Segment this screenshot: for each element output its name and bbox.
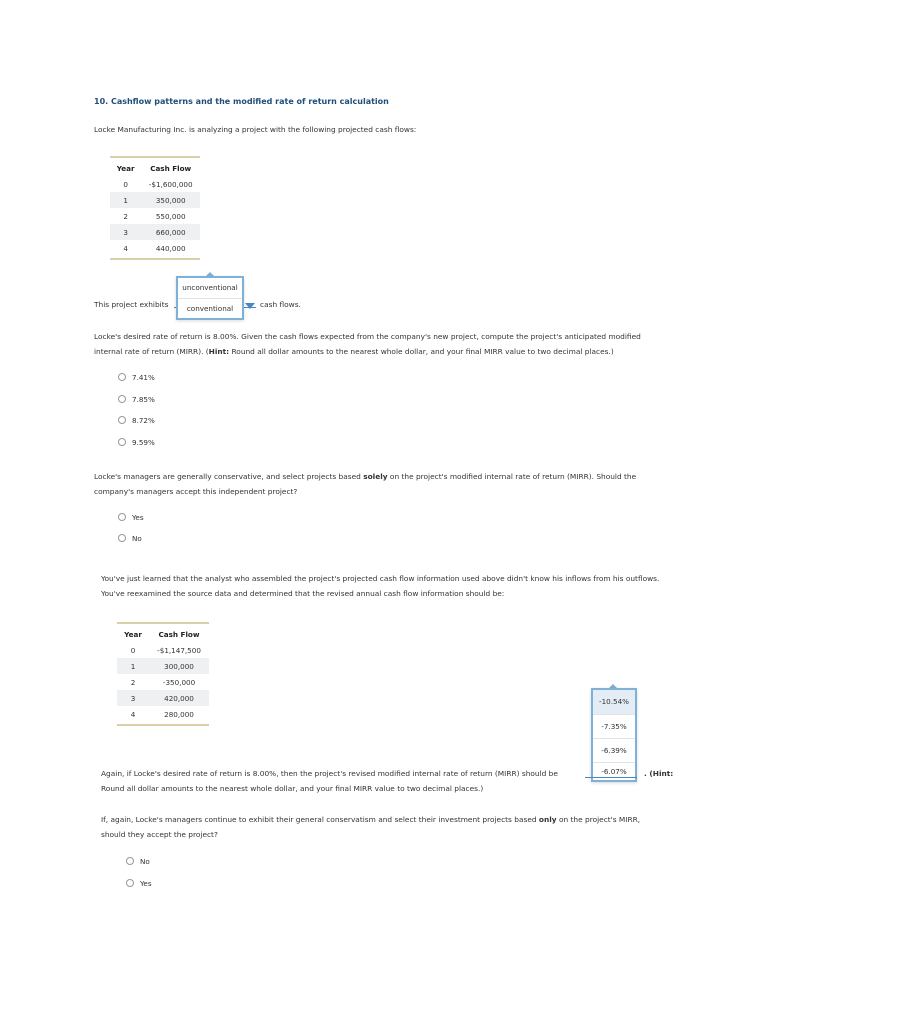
pattern-prefix: This project exhibits	[94, 300, 169, 309]
table-row: 4 440,000	[123, 243, 186, 253]
radio-icon[interactable]	[118, 438, 126, 446]
mirr-option-2[interactable]: 7.85%	[118, 393, 155, 405]
table-row: 3 660,000	[110, 224, 200, 240]
final-question: If, again, Locke's managers continue to exhibit their general conservatism and select their investment projects based only on the project's MIRR, should they accept the project?	[101, 815, 641, 839]
mirr-option-1[interactable]: 7.41%	[118, 371, 155, 383]
table-row: 0 -$1,600,000	[123, 179, 193, 189]
revised-mirr-option-3[interactable]: -6.39%	[593, 739, 635, 763]
radio-icon[interactable]	[118, 416, 126, 424]
mirr-option-4[interactable]: 9.59%	[118, 436, 155, 448]
final-option-no[interactable]: No	[126, 855, 150, 867]
accept-question: Locke's managers are generally conservative, and select projects based solely on the project's modified internal rate of return (MIRR). Should the company's managers accept this independent project?	[94, 472, 637, 496]
pattern-suffix: cash flows.	[260, 300, 301, 309]
radio-icon[interactable]	[118, 534, 126, 542]
chevron-down-icon[interactable]	[245, 303, 255, 309]
radio-icon[interactable]	[118, 395, 126, 403]
revised-mirr-option-4[interactable]: -6.07%	[601, 767, 627, 776]
table-row: 2 550,000	[123, 211, 186, 221]
pattern-option-unconventional[interactable]: unconventional	[178, 278, 242, 299]
revised-mirr-text-2: Round all dollar amounts to the nearest whole dollar, and your final MIRR value to two decimal places.)	[101, 784, 484, 793]
table-row: 3 420,000	[117, 690, 209, 706]
pattern-dropdown[interactable]	[176, 276, 244, 320]
pattern-option-conventional[interactable]: conventional	[186, 304, 234, 313]
radio-icon[interactable]	[126, 879, 134, 887]
radio-icon[interactable]	[118, 373, 126, 381]
table-row: 1 300,000	[117, 658, 209, 674]
mirr-question: Locke's desired rate of return is 8.00%. Given the cash flows expected from the company's new project, compute the project's anticipated modified internal rate of return (MIRR). (Hint: Round all dollar amounts to the nearest whole dollar, and your final MIRR value to two decimal places.)	[94, 332, 641, 356]
revised-intro: You've just learned that the analyst who assembled the project's projected cash flow information used above didn't know his inflows from his outflows. You've reexamined the source data and determined that the revised annual cash flow information should be:	[101, 574, 660, 598]
table-row: 2 -350,000	[130, 677, 196, 687]
table-row: 1 350,000	[110, 192, 200, 208]
question-title: 10. Cashflow patterns and the modified rate of return calculation	[94, 97, 389, 106]
cash-flow-table-2	[117, 622, 209, 726]
revised-mirr-dropdown[interactable]	[591, 688, 637, 782]
revised-mirr-option-2[interactable]: -7.35%	[593, 715, 635, 739]
table-header-year: Year	[116, 163, 135, 173]
accept-option-no[interactable]: No	[118, 532, 142, 544]
question-intro: Locke Manufacturing Inc. is analyzing a project with the following projected cash flows:	[94, 125, 417, 134]
table-row: 4 280,000	[130, 709, 194, 719]
table-header-year: Year	[124, 629, 142, 639]
table-header-cash-flow: Cash Flow	[150, 163, 192, 173]
accept-option-yes[interactable]: Yes	[118, 511, 144, 523]
mirr-option-3[interactable]: 8.72%	[118, 414, 155, 426]
table-row: 0 -$1,147,500	[130, 645, 201, 655]
revised-mirr-text: Again, if Locke's desired rate of return is 8.00%, then the project's revised modified internal rate of return (MIRR) should be	[101, 769, 558, 778]
radio-icon[interactable]	[126, 857, 134, 865]
revised-mirr-option-1[interactable]: -10.54%	[593, 690, 635, 715]
radio-icon[interactable]	[118, 513, 126, 521]
cash-flow-table-1	[110, 156, 200, 260]
revised-mirr-hint: . (Hint:	[644, 769, 674, 778]
table-header-cash-flow: Cash Flow	[158, 629, 200, 639]
revised-mirr-blank[interactable]	[585, 777, 637, 778]
final-option-yes[interactable]: Yes	[126, 877, 152, 889]
